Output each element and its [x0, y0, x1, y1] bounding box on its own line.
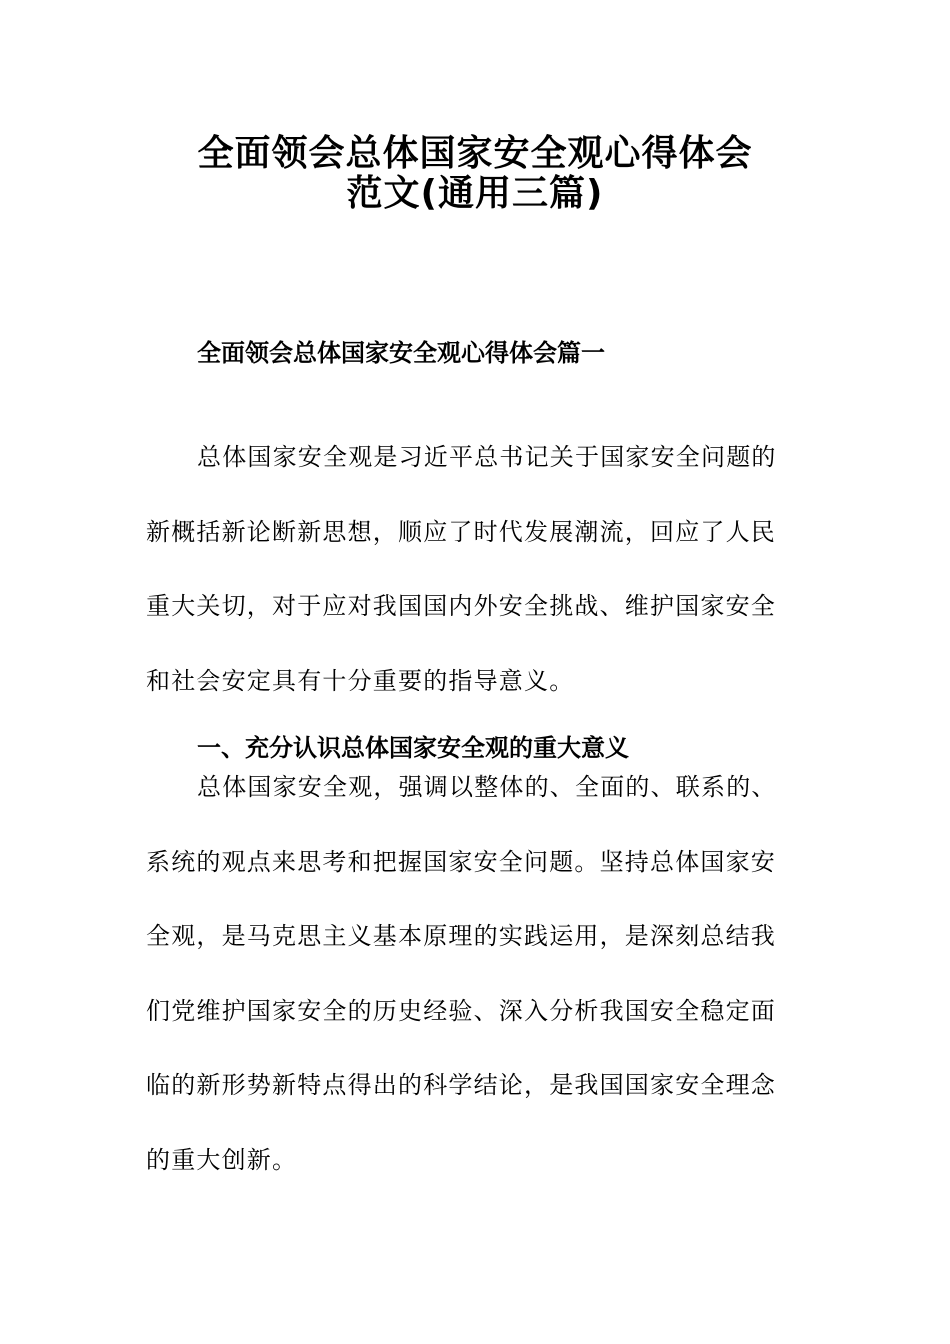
paragraph-line: 们党维护国家安全的历史经验、深入分析我国安全稳定面: [146, 996, 776, 1025]
intro-paragraph: [146, 442, 786, 740]
subsection-heading: 一、充分认识总体国家安全观的重大意义: [197, 734, 629, 762]
section-heading: 全面领会总体国家安全观心得体会篇一: [197, 339, 605, 367]
body-paragraph: [146, 772, 786, 1220]
paragraph-line: 总体国家安全观是习近平总书记关于国家安全问题的: [197, 443, 777, 471]
paragraph-line: 全观，是马克思主义基本原理的实践运用，是深刻总结我: [146, 922, 776, 951]
document-title-line-2: 范文(通用三篇): [346, 173, 604, 214]
paragraph-line: 系统的观点来思考和把握国家安全问题。坚持总体国家安: [146, 847, 776, 876]
document-title-line-1: 全面领会总体国家安全观心得体会: [197, 133, 753, 174]
paragraph-line: 重大关切，对于应对我国国内外安全挑战、维护国家安全: [146, 592, 776, 621]
paragraph-line: 的重大创新。: [146, 1145, 298, 1174]
paragraph-line: 总体国家安全观，强调以整体的、全面的、联系的、: [197, 773, 777, 801]
paragraph-line: 和社会安定具有十分重要的指导意义。: [146, 666, 575, 695]
paragraph-line: 新概括新论断新思想，顺应了时代发展潮流，回应了人民: [146, 517, 776, 546]
paragraph-line: 临的新形势新特点得出的科学结论，是我国国家安全理念: [146, 1071, 776, 1100]
